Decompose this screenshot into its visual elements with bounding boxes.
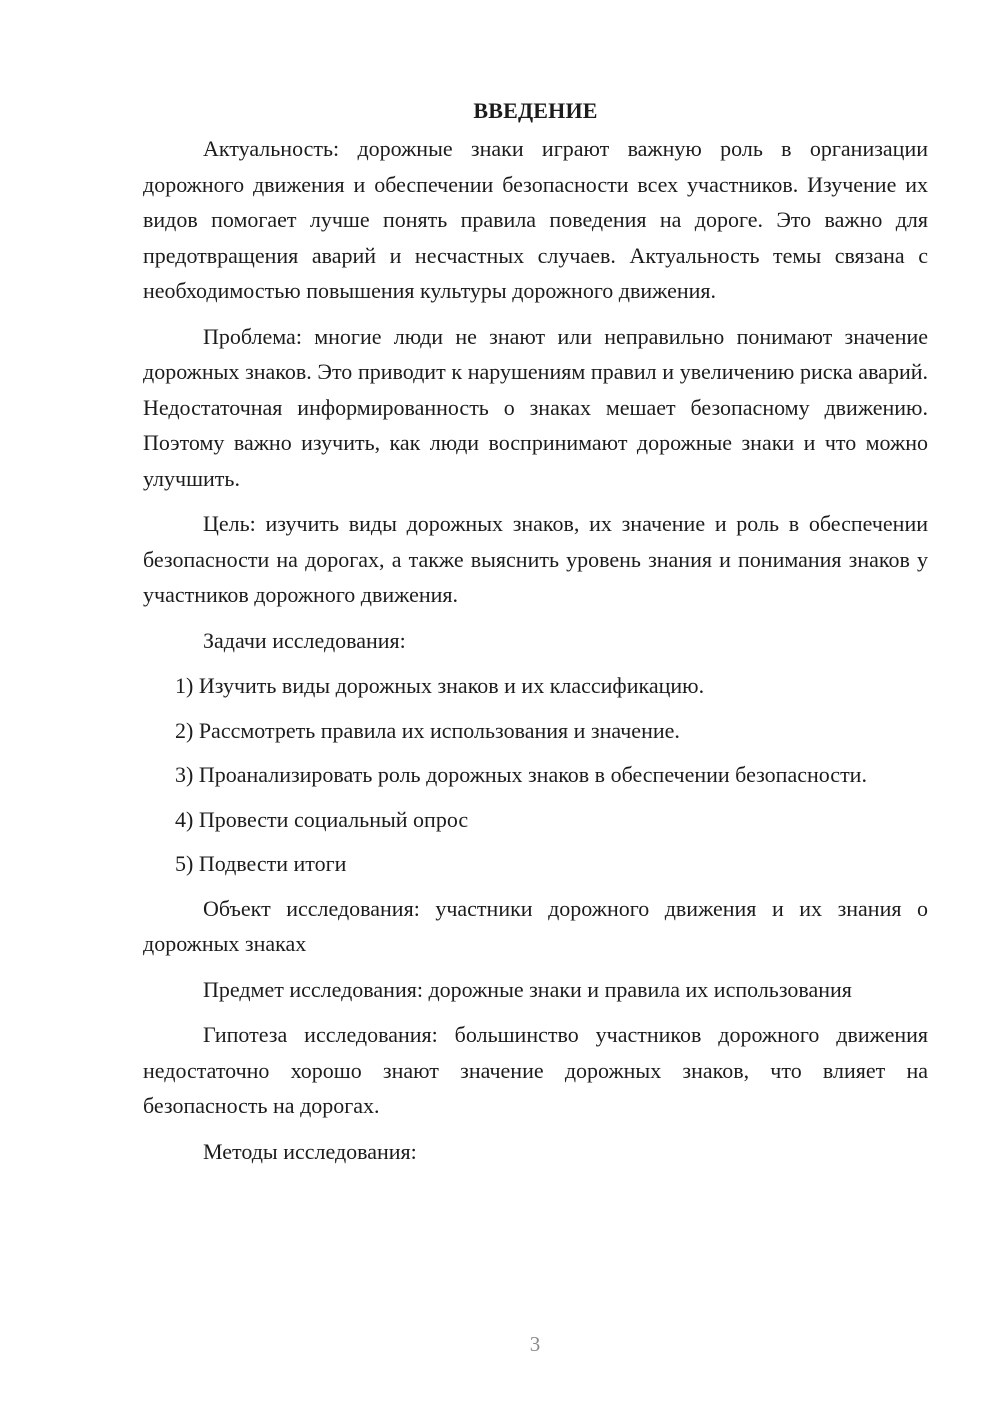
task-item: 1) Изучить виды дорожных знаков и их классификацию. <box>175 673 705 698</box>
methods-title: Методы исследования: <box>203 1138 417 1164</box>
page-number: 3 <box>529 1332 541 1356</box>
object-paragraph: Объект исследования: участники дорожного движения и их знания о дорожных знаках <box>143 895 928 956</box>
task-item: 2) Рассмотреть правила их использования и значение. <box>175 717 680 743</box>
tasks-title: Задачи исследования: <box>203 627 406 653</box>
relevance-paragraph: Актуальность: дорожные знаки играют важную роль в организации дорожного движения и обеспечении безопасности всех участников. Изучение их видов помогает лучше понять правила поведения на дороге. Это важно для предотвращения аварий и несчастных случаев. Актуальность темы связана с необходимостью повышения культуры дорожного движения. <box>143 136 928 303</box>
task-item: 4) Провести социальный опрос <box>175 806 469 832</box>
problem-paragraph: Проблема: многие люди не знают или неправильно понимают значение дорожных знаков. Это приводит к нарушениям правил и увеличению риска аварий. Недостаточная информированность о знаках мешает безопасному движению. Поэтому важно изучить, как люди воспринимают дорожные знаки и что можно улучшить. <box>143 323 928 491</box>
goal-paragraph: Цель: изучить виды дорожных знаков, их значение и роль в обеспечении безопасности на дорогах, а также выяснить уровень знания и понимания знаков у участников дорожного движения. <box>143 511 928 607</box>
task-item: 3) Проанализировать роль дорожных знаков в обеспечении безопасности. <box>175 762 867 787</box>
subject-paragraph: Предмет исследования: дорожные знаки и правила их использования <box>203 976 852 1002</box>
hypothesis-paragraph: Гипотеза исследования: большинство участников дорожного движения недостаточно хорошо знают значение дорожных знаков, что влияет на безопасность на дорогах. <box>143 1022 928 1118</box>
document-page <box>143 95 928 1179</box>
page-title: ВВЕДЕНИЕ <box>473 98 598 123</box>
task-item: 5) Подвести итоги <box>175 851 347 876</box>
